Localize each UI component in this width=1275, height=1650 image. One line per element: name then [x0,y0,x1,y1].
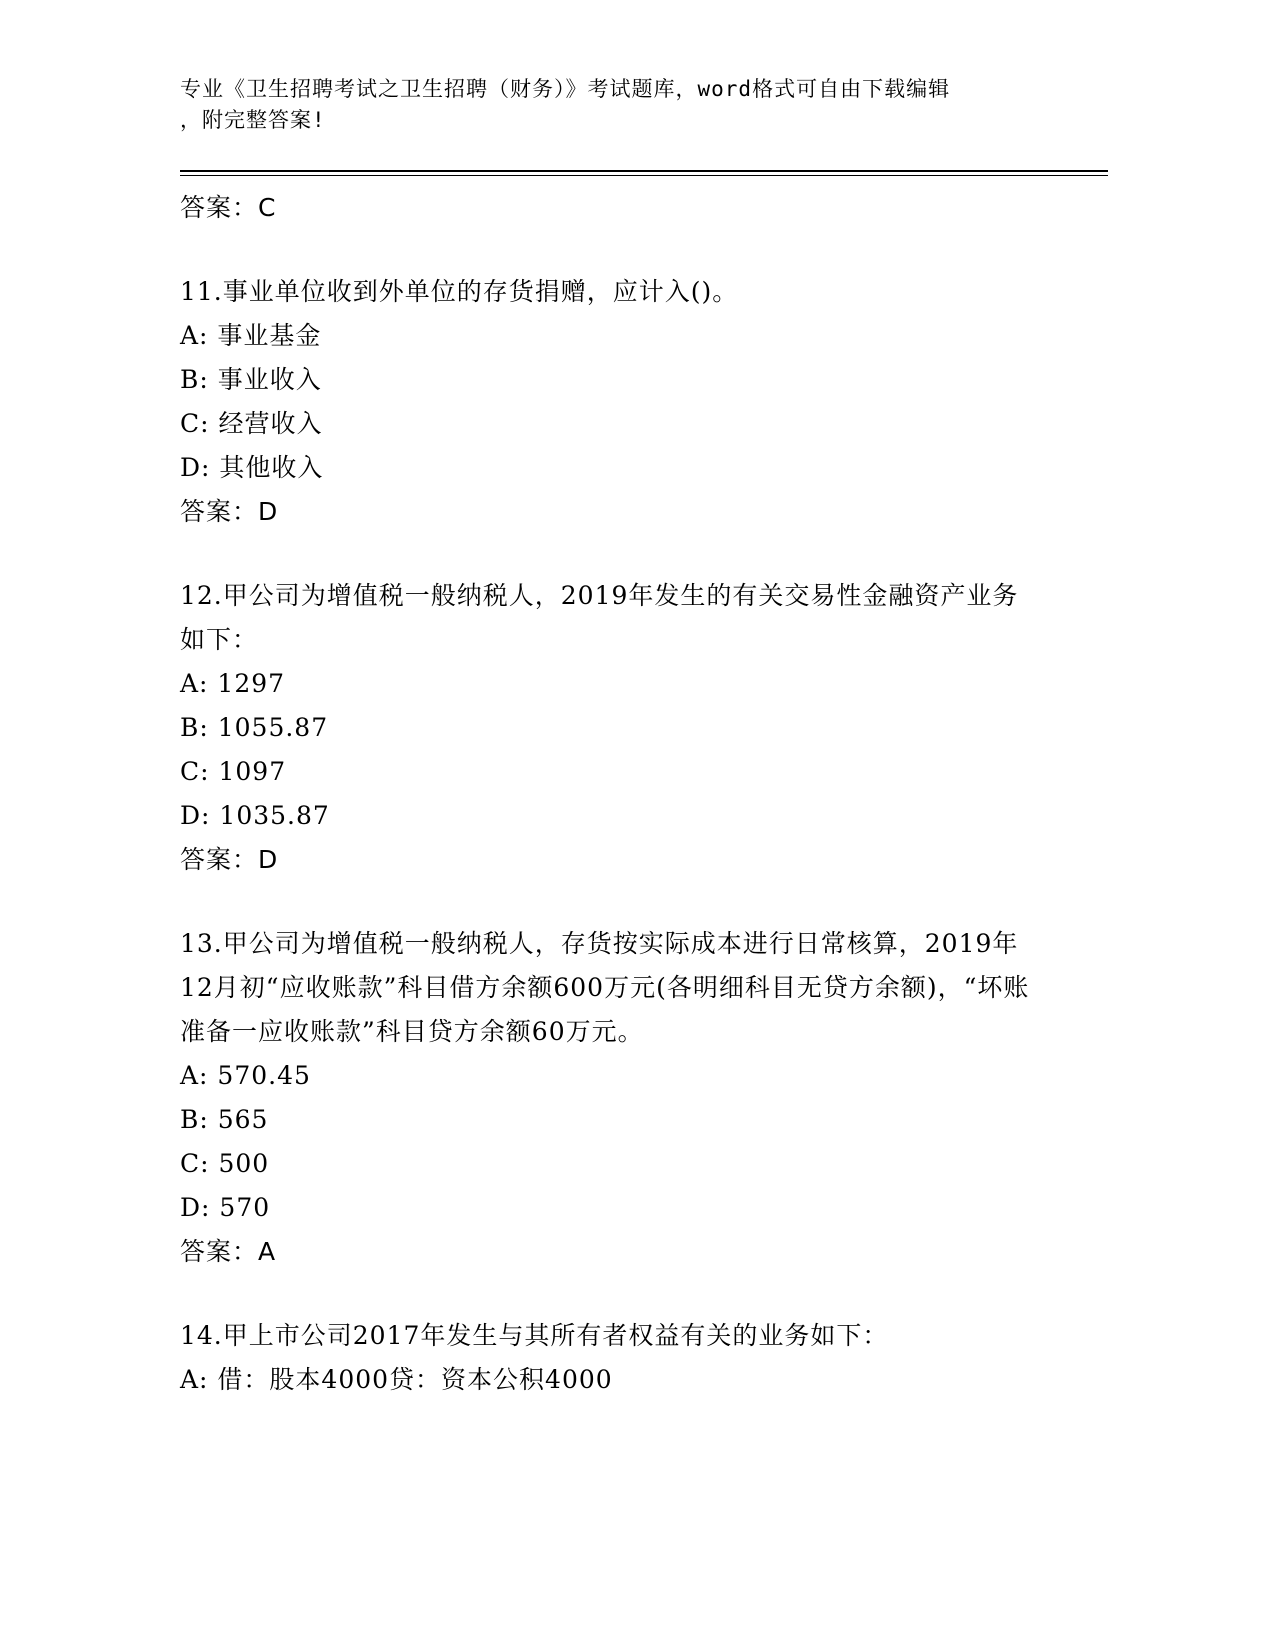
option-d: D: 其他收入 [180,453,324,482]
question-text: 13.甲公司为增值税一般纳税人，存货按实际成本进行日常核算，2019年12月初“应收账款”科目借方余额600万元(各明细科目无贷方余额)，“坏账准备一应收账款”科目贷方余额60万元。 [180,929,1030,1046]
option-a: A: 1297 [180,669,286,698]
document-header [180,74,1040,136]
question-block-11 [180,270,1060,534]
option-b: B: 事业收入 [180,365,322,394]
header-line-1: 专业《卫生招聘考试之卫生招聘（财务）》考试题库，word格式可自由下载编辑 [180,77,951,101]
question-block-12 [180,574,1060,882]
answer-line: 答案：D [180,497,279,526]
option-b: B: 1055.87 [180,713,329,742]
answer-line: 答案：D [180,845,279,874]
option-a: A: 事业基金 [180,321,322,350]
option-c: C: 经营收入 [180,409,323,438]
answer-line: 答案：A [180,1237,277,1266]
option-b: B: 565 [180,1105,269,1134]
question-text: 12.甲公司为增值税一般纳税人，2019年发生的有关交易性金融资产业务如下： [180,581,1019,654]
question-text: 11.事业单位收到外单位的存货捐赠，应计入()。 [180,277,739,306]
question-block-13 [180,922,1060,1274]
question-list [180,186,1060,1402]
header-divider-thick [180,170,1108,172]
answer-line: 答案：C [180,193,277,222]
option-c: C: 500 [180,1149,270,1178]
question-block-14 [180,1314,1060,1402]
option-c: C: 1097 [180,757,287,786]
option-d: D: 1035.87 [180,801,330,830]
option-d: D: 570 [180,1193,271,1222]
option-a: A: 借：股本4000贷：资本公积4000 [180,1365,613,1394]
option-a: A: 570.45 [180,1061,311,1090]
header-divider-thin [180,175,1108,176]
header-line-2: ，附完整答案! [180,108,326,132]
question-text: 14.甲上市公司2017年发生与其所有者权益有关的业务如下： [180,1321,889,1350]
